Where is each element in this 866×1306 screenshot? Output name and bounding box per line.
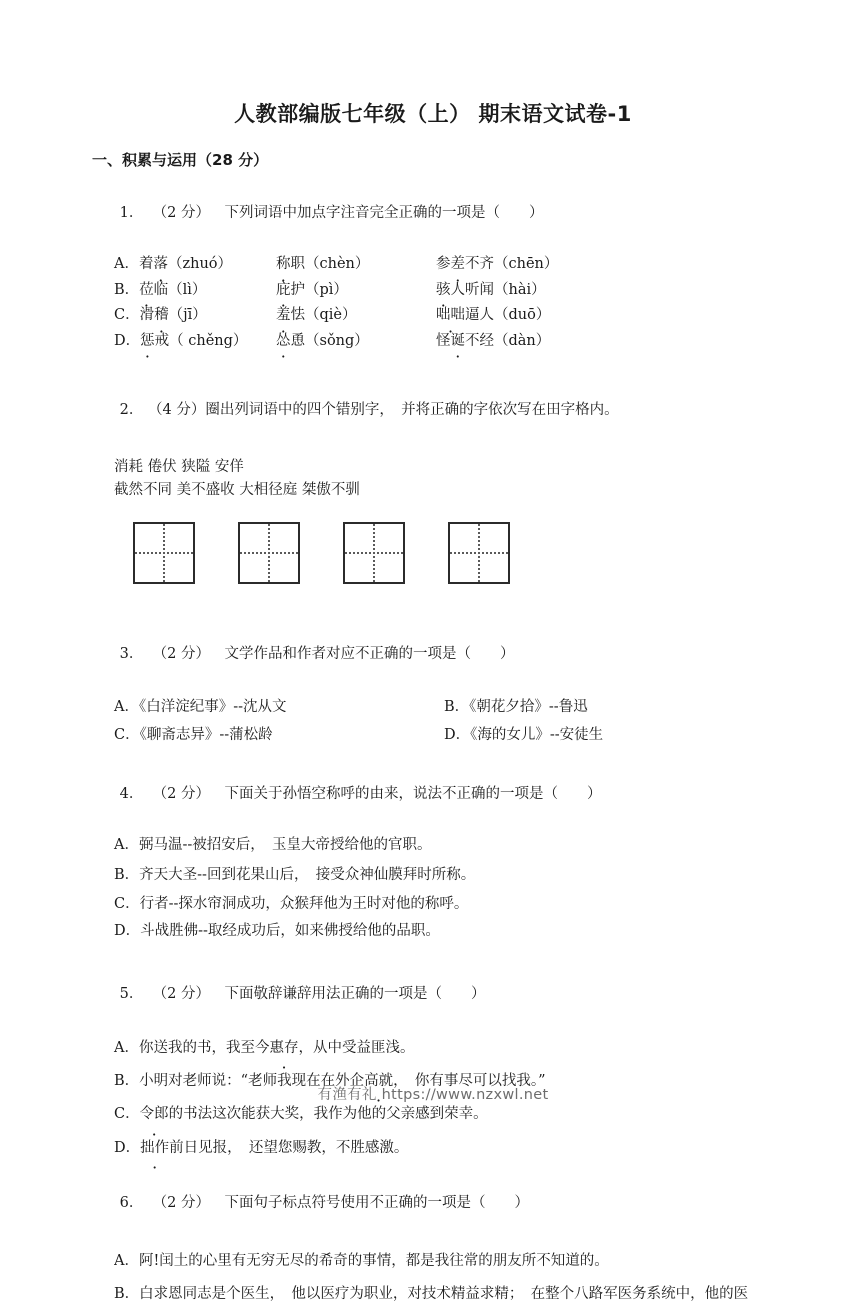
question-5-option-a[interactable] (114, 1037, 806, 1059)
option-b-cell-1[interactable] (114, 272, 276, 298)
question-3-stem (92, 622, 806, 687)
spacer (0, 1159, 866, 1171)
question-3-option-c[interactable]: C．《聊斋志异》‑‑蒲松龄 (114, 726, 273, 743)
question-1-stem (92, 181, 806, 246)
question-5-text: 下面敬辞谦辞用法正确的一项是（ ） (224, 986, 486, 1002)
option-d-cell-1[interactable] (114, 323, 276, 349)
question-3-option-b[interactable]: B．《朝花夕拾》‑‑鲁迅 (444, 699, 588, 716)
option-c-label: C． (114, 307, 140, 324)
question-5-option-c[interactable] (114, 1103, 806, 1125)
opt-text: 恿（sǒng） (290, 332, 369, 349)
question-6-option-a[interactable]: A．阿!闰土的心里有无穷无尽的希奇的事情，都是我往常的朋友所不知道的。 (114, 1252, 609, 1269)
question-6-number: 6． (119, 1195, 144, 1212)
question-3-option-d[interactable]: D．《海的女儿》‑‑安徒生 (444, 726, 604, 743)
opt-text: 不齐（chēn） (465, 256, 559, 273)
question-5-stem (92, 962, 806, 1027)
option-d-cell-2[interactable] (276, 323, 436, 349)
question-4-number: 4． (119, 785, 144, 802)
opt-text: 的书法这次能获大奖，我作为他的父亲感到荣幸。 (168, 1106, 488, 1123)
question-6-options (92, 1250, 866, 1306)
question-1-text: 下列词语中加点字注音完全正确的一项是（ ） (224, 204, 544, 221)
opt-text: 滑 (139, 307, 155, 324)
opt-text: 你送我的书，我至今 (138, 1039, 270, 1056)
question-1-options (92, 246, 806, 348)
opt-text: 着 (138, 256, 154, 273)
emphasis-char: 称 (276, 256, 291, 273)
emphasis-char: 莅 (139, 281, 154, 298)
question-5 (0, 962, 866, 1159)
question-4 (0, 762, 866, 942)
option-label: D． (114, 1139, 141, 1156)
tianzige-box-2[interactable] (238, 522, 300, 584)
emphasis-word: 拙作 (140, 1139, 170, 1156)
question-3-options (92, 687, 806, 742)
spacer (92, 444, 806, 456)
opt-text: 逼人（duō） (465, 307, 551, 324)
opt-text: ，从中受益匪浅。 (298, 1039, 415, 1056)
opt-text: 不经（dàn） (465, 332, 551, 349)
emphasis-char: 稽 (154, 307, 169, 324)
option-d-label: D． (114, 332, 141, 349)
opt-text: 怯（qiè） (290, 307, 357, 324)
spacer (0, 584, 866, 614)
question-2-stem (92, 378, 806, 443)
option-b-cell-2[interactable] (276, 272, 436, 298)
emphasis-word: 惠存 (269, 1039, 299, 1056)
question-3-number: 3． (119, 645, 144, 662)
opt-text: 小明对老师说：“老师我现在在外企 (139, 1072, 365, 1089)
opt-text: 护（pì） (290, 281, 348, 298)
emphasis-word: 令郎 (139, 1106, 169, 1123)
option-c-cell-1[interactable] (114, 297, 276, 323)
opt-text: 前日见报， 还望您赐教，不胜感激。 (169, 1139, 409, 1156)
emphasis-char: 诞 (450, 332, 465, 349)
question-2-text: 圈出列词语中的四个错别字， 并将正确的字依次写在田字格内。 (205, 402, 619, 418)
option-b-label: B． (114, 281, 140, 298)
option-c-cell-2[interactable] (276, 297, 436, 323)
opt-text: 参 (436, 256, 451, 273)
question-3-text: 文学作品和作者对应不正确的一项是（ ） (224, 645, 515, 662)
opt-text: 人听闻（hài） (450, 281, 546, 298)
question-4-option-c[interactable]: C．行者‑‑探水帘洞成功，众猴拜他为王时对他的称呼。 (114, 896, 469, 913)
spacer (0, 942, 866, 962)
tianzige-box-4[interactable] (448, 522, 510, 584)
emphasis-char: 怂 (276, 332, 291, 349)
question-2-word-line-1: 消耗 倦伏 狭隘 安佯 (114, 458, 244, 475)
opt-text: 怪 (436, 332, 451, 349)
spacer (0, 348, 866, 378)
emphasis-char: 咄咄 (436, 307, 465, 324)
question-4-options (92, 834, 806, 942)
option-a-cell-2[interactable] (276, 246, 436, 272)
emphasis-char: 骇 (436, 281, 451, 298)
opt-text: ， 你有事尽可以找我。” (393, 1072, 546, 1089)
emphasis-char: 惩 (140, 332, 155, 349)
question-2-word-line-2: 截然不同 美不盛收 大相径庭 桀傲不驯 (114, 481, 360, 498)
question-6-option-b[interactable]: B．白求恩同志是个医生， 他以医疗为职业，对技术精益求精； 在整个八路军医务系统中，他的医 (114, 1286, 749, 1303)
question-6-text: 下面句子标点符号使用不正确的一项是（ ） (224, 1195, 529, 1212)
question-4-score: （2 分） (152, 785, 210, 802)
question-2 (0, 378, 866, 502)
option-label: B． (114, 1072, 140, 1089)
question-5-option-d[interactable] (114, 1137, 806, 1159)
question-4-stem (92, 762, 806, 827)
opt-text: 戒（ chěng） (154, 332, 248, 349)
emphasis-char: 落 (153, 256, 168, 273)
footer-watermark: 有渔有礼 https://www.nzxwl.net (317, 1087, 549, 1103)
question-4-text: 下面关于孙悟空称呼的由来，说法不正确的一项是（ ） (224, 785, 602, 802)
question-6 (0, 1171, 866, 1305)
emphasis-char: 庇 (276, 281, 291, 298)
option-a-label: A． (114, 256, 139, 273)
opt-text: （jī） (168, 307, 207, 324)
question-1-score: （2 分） (152, 204, 210, 221)
option-a-cell-1[interactable] (114, 246, 276, 272)
spacer (0, 742, 866, 762)
option-c-cell-3[interactable] (436, 297, 806, 323)
opt-text: 职（chèn） (290, 256, 370, 273)
question-4-option-a[interactable]: A．弼马温‑‑被招安后， 玉皇大帝授给他的官职。 (114, 837, 432, 854)
question-1-number: 1． (119, 204, 144, 221)
question-5-score: （2 分） (152, 986, 210, 1002)
tianzige-box-1[interactable] (133, 522, 195, 584)
opt-text: （zhuó） (167, 256, 233, 273)
question-3-score: （2 分） (152, 645, 210, 662)
question-2-number: 2． (119, 402, 144, 418)
question-3 (0, 622, 866, 742)
option-b-cell-3[interactable] (436, 272, 806, 298)
emphasis-char: 羞 (276, 307, 291, 324)
section-heading: 一、积累与运用（28 分） (92, 151, 269, 169)
option-d-cell-3[interactable] (436, 323, 806, 349)
page-title: 人教部编版七年级（上） 期末语文试卷-1 (234, 102, 632, 126)
tianzige-grid-row (0, 522, 866, 584)
emphasis-word: 高就 (364, 1072, 394, 1089)
tianzige-box-3[interactable] (343, 522, 405, 584)
question-5-number: 5． (119, 986, 144, 1002)
question-2-score: （4 分） (148, 402, 206, 418)
option-a-cell-3[interactable] (436, 246, 806, 272)
question-4-option-d[interactable]: D．斗战胜佛‑‑取经成功后，如来佛授给他的品职。 (114, 922, 440, 939)
opt-text: 临（lì） (153, 281, 207, 298)
option-label: C． (114, 1106, 140, 1123)
question-4-option-b[interactable]: B．齐天大圣‑‑回到花果山后， 接受众神仙膜拜时所称。 (114, 866, 476, 883)
question-6-score: （2 分） (152, 1195, 210, 1212)
question-3-option-a[interactable]: A．《白洋淀纪事》‑‑沈从文 (114, 699, 287, 716)
option-label: A． (114, 1039, 139, 1056)
question-1 (0, 181, 866, 348)
question-6-stem (92, 1171, 866, 1236)
emphasis-char: 差 (450, 256, 465, 273)
